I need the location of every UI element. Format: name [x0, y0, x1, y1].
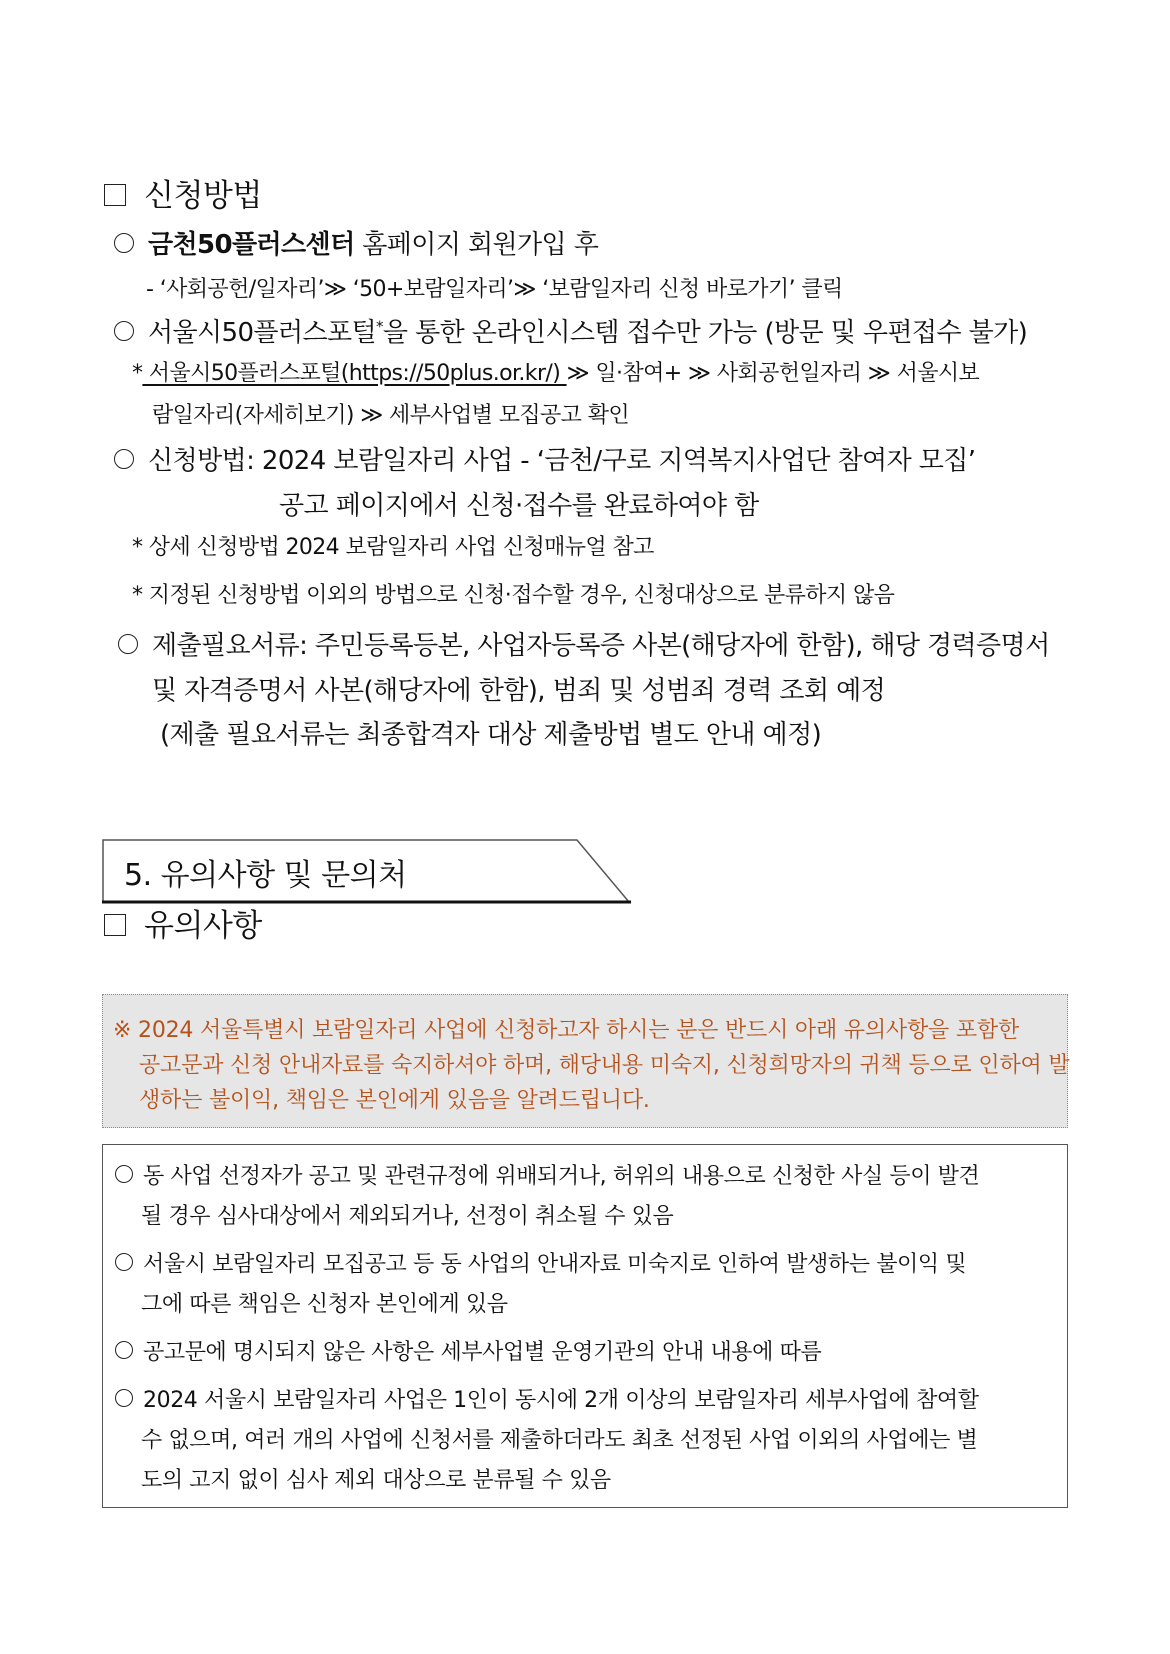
- warning-line-3: 생하는 불이익, 책임은 본인에게 있음을 알려드립니다.: [139, 1088, 650, 1113]
- circle-bullet-icon: [118, 634, 138, 654]
- apply-item-1: [114, 224, 598, 261]
- heading-apply-method: [104, 170, 262, 215]
- item-text: 제출필요서류: 주민등록등본, 사업자등록증 사본(해당자에 한함), 해당 경력증명서: [152, 631, 1050, 661]
- apply-item-1-sub: - ‘사회공헌/일자리’≫ ‘50+보람일자리’≫ ‘보람일자리 신청 바로가기’ 클릭: [146, 277, 843, 302]
- section-banner: [102, 838, 629, 902]
- warning-box: [102, 994, 1068, 1128]
- circle-bullet-icon: [115, 1165, 133, 1183]
- circle-bullet-icon: [115, 1341, 133, 1359]
- apply-item-3: [114, 440, 975, 477]
- center-name: 금천50플러스센터: [148, 230, 355, 260]
- apply-item-2-note-line2: 람일자리(자세히보기) ≫ 세부사업별 모집공고 확인: [152, 403, 630, 428]
- footnote-mark: *: [376, 317, 383, 336]
- apply-item-3-note1: * 상세 신청방법 2024 보람일자리 사업 신청매뉴얼 참고: [132, 535, 654, 560]
- note-text: ≫ 일·참여+ ≫ 사회공헌일자리 ≫ 서울시보: [566, 361, 980, 386]
- apply-item-3-note2: * 지정된 신청방법 이외의 방법으로 신청·접수할 경우, 신청대상으로 분류하지 않음: [132, 583, 895, 608]
- circle-bullet-icon: [114, 233, 134, 253]
- apply-item-3-line2: 공고 페이지에서 신청·접수를 완료하여야 함: [279, 491, 759, 521]
- heading-text: 신청방법: [144, 178, 262, 214]
- note-text: 서울시 보람일자리 모집공고 등 동 사업의 안내자료 미숙지로 인하여 발생하는 불이익 및: [143, 1252, 967, 1277]
- note-4: [115, 1383, 979, 1414]
- circle-bullet-icon: [114, 321, 134, 341]
- square-bullet-icon: [104, 914, 126, 936]
- note-text: 2024 서울시 보람일자리 사업은 1인이 동시에 2개 이상의 보람일자리 세부사업에 참여할: [143, 1388, 979, 1413]
- note-4-line3: 도의 고지 없이 심사 제외 대상으로 분류될 수 있음: [141, 1468, 611, 1493]
- heading-text: 유의사항: [144, 908, 262, 944]
- portal-link[interactable]: 서울시50플러스포털(https://50plus.or.kr/): [142, 361, 567, 386]
- circle-bullet-icon: [115, 1253, 133, 1271]
- note-4-line2: 수 없으며, 여러 개의 사업에 신청서를 제출하더라도 최초 선정된 사업 이외의 사업에는 별: [141, 1428, 978, 1453]
- heading-precautions: [104, 900, 262, 945]
- apply-item-4-line3: (제출 필요서류는 최종합격자 대상 제출방법 별도 안내 예정): [160, 720, 822, 750]
- note-2-line2: 그에 따른 책임은 신청자 본인에게 있음: [141, 1292, 508, 1317]
- section-title: 5. 유의사항 및 문의처: [124, 858, 407, 893]
- apply-item-4: [118, 625, 1050, 662]
- note-1-line2: 될 경우 심사대상에서 제외되거나, 선정이 취소될 수 있음: [141, 1204, 674, 1229]
- note-text: 공고문에 명시되지 않은 사항은 세부사업별 운영기관의 안내 내용에 따름: [143, 1340, 822, 1365]
- apply-item-2: [114, 312, 1027, 349]
- circle-bullet-icon: [115, 1389, 133, 1407]
- note-text: 동 사업 선정자가 공고 및 관련규정에 위배되거나, 허위의 내용으로 신청한 사실 등이 발견: [143, 1164, 980, 1189]
- warning-line-2: 공고문과 신청 안내자료를 숙지하셔야 하며, 해당내용 미숙지, 신청희망자의 귀책 등으로 인하여 발: [139, 1053, 1070, 1078]
- circle-bullet-icon: [114, 449, 134, 469]
- apply-item-2-note: [132, 356, 979, 387]
- square-bullet-icon: [104, 184, 126, 206]
- item-text: 을 통한 온라인시스템 접수만 가능 (방문 및 우편접수 불가): [382, 318, 1028, 348]
- item-text: 신청방법: 2024 보람일자리 사업 - ‘금천/구로 지역복지사업단 참여자 모집’: [148, 446, 976, 476]
- item-text: 서울시50플러스포털: [148, 318, 377, 348]
- apply-item-4-line2: 및 자격증명서 사본(해당자에 한함), 범죄 및 성범죄 경력 조회 예정: [152, 676, 886, 706]
- precautions-box: [102, 1144, 1068, 1508]
- warning-line-1: ※ 2024 서울특별시 보람일자리 사업에 신청하고자 하시는 분은 반드시 아래 유의사항을 포함한: [113, 1018, 1020, 1043]
- item-text: 홈페이지 회원가입 후: [354, 230, 599, 260]
- note-1: [115, 1159, 979, 1190]
- note-2: [115, 1247, 966, 1278]
- note-3: [115, 1335, 821, 1366]
- footnote-mark: *: [132, 361, 143, 386]
